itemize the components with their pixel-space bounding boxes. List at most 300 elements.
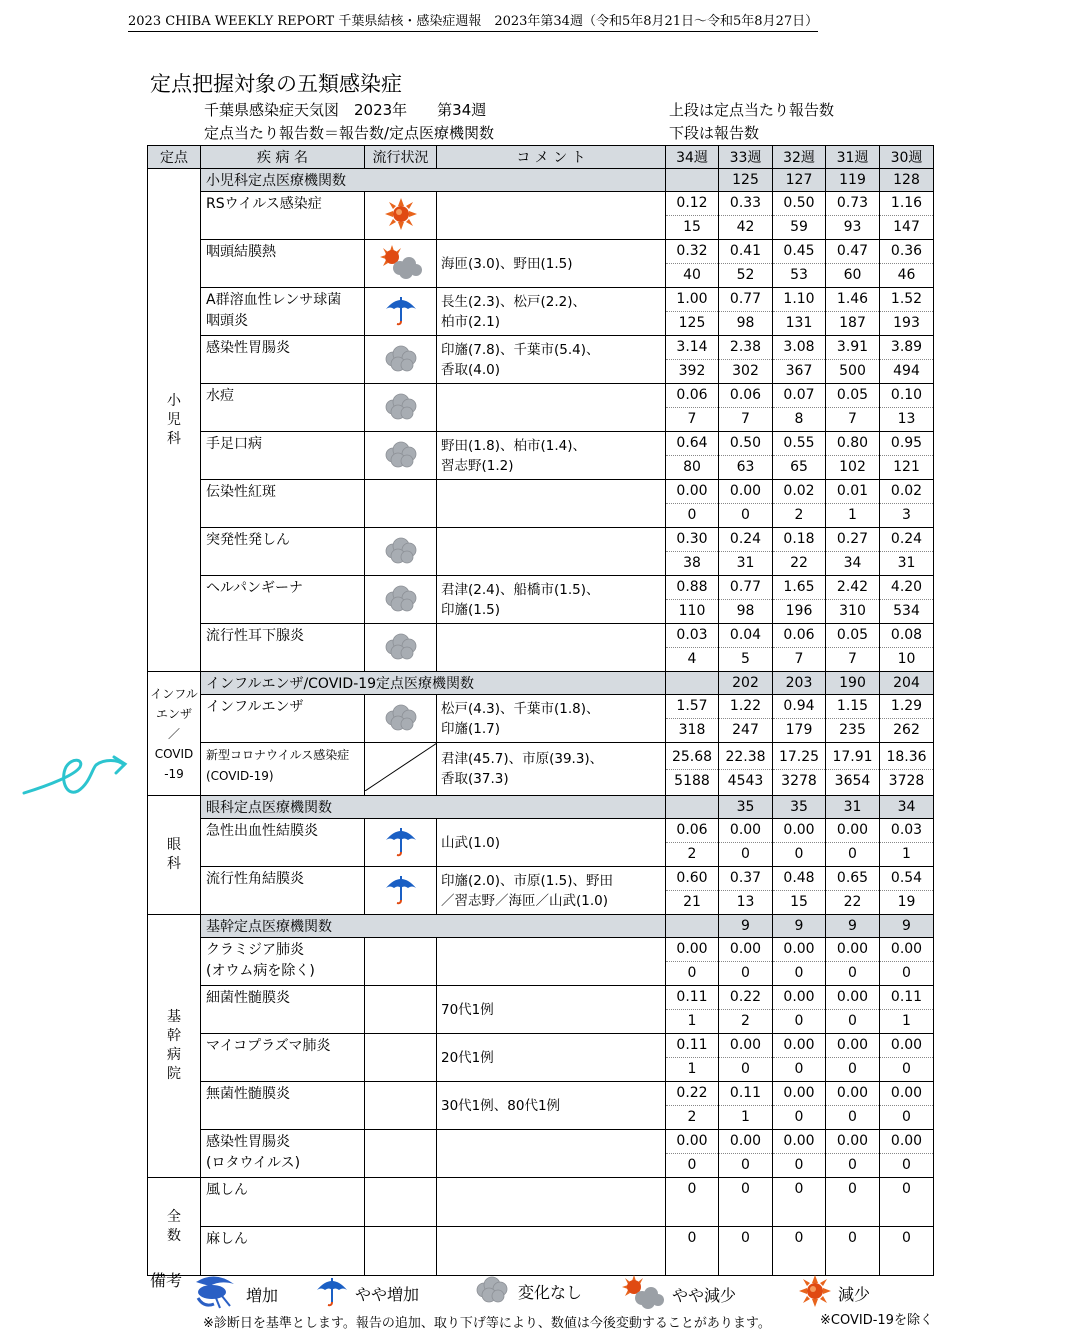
section-count: 9 bbox=[826, 915, 880, 938]
count-value: 60 bbox=[843, 267, 862, 283]
week-value-cell bbox=[719, 528, 773, 576]
rate-value: 0 bbox=[902, 1181, 911, 1197]
rate-value: 0.00 bbox=[826, 986, 879, 1010]
col-header: 34週 bbox=[666, 146, 719, 169]
rate-value: 1.15 bbox=[826, 695, 879, 719]
subtitle-line1: 千葉県感染症天気図 2023年 第34週 bbox=[204, 101, 487, 119]
rate-value: 0.32 bbox=[666, 240, 718, 264]
status-cell bbox=[365, 1082, 437, 1130]
week-value-cell bbox=[719, 192, 773, 240]
week-value-cell bbox=[826, 1082, 880, 1130]
count-value: 13 bbox=[736, 894, 755, 910]
week-value-cell bbox=[880, 695, 934, 743]
comment-line1: 君津(45.7)、市原(39.3)、 bbox=[441, 751, 604, 767]
count-value: 13 bbox=[897, 411, 916, 427]
rate-value: 0.36 bbox=[880, 240, 933, 264]
comment-cell bbox=[437, 528, 666, 576]
rate-value: 0.30 bbox=[666, 528, 718, 552]
rate-value: 1.57 bbox=[666, 695, 718, 719]
week-value-cell bbox=[666, 624, 719, 672]
report-header: 2023 CHIBA WEEKLY REPORT 千葉県結核・感染症週報 2023年第34週（令和5年8月21日～令和5年8月27日） bbox=[128, 10, 818, 32]
week-value-cell bbox=[773, 288, 826, 336]
rate-value: 1.29 bbox=[880, 695, 933, 719]
section-count: 34 bbox=[880, 796, 934, 819]
count-value: 93 bbox=[843, 219, 862, 235]
rate-value: 0.37 bbox=[719, 867, 772, 891]
week-value-cell bbox=[826, 1130, 880, 1178]
week-value-cell bbox=[719, 819, 773, 867]
comment-cell bbox=[437, 336, 666, 384]
rate-value: 0 bbox=[687, 1230, 697, 1246]
disease-name-line2: (COVID-19) bbox=[206, 769, 274, 783]
rate-value: 0.00 bbox=[666, 1130, 718, 1154]
week-value-cell bbox=[773, 743, 826, 796]
disease-name-line1: 無菌性髄膜炎 bbox=[206, 1086, 290, 1102]
week-value-cell bbox=[666, 576, 719, 624]
rate-value: 0.00 bbox=[719, 1034, 772, 1058]
week-value-cell bbox=[826, 336, 880, 384]
count-value: 179 bbox=[785, 722, 813, 738]
disease-name bbox=[201, 336, 365, 384]
disease-name bbox=[201, 867, 365, 915]
footnote-covid: ※COVID-19を除く bbox=[820, 1313, 933, 1328]
sun-icon bbox=[384, 219, 418, 235]
status-cell bbox=[365, 743, 437, 796]
count-value: 38 bbox=[683, 555, 701, 571]
disease-name bbox=[201, 1130, 365, 1178]
week-value-cell bbox=[880, 1130, 934, 1178]
rate-value: 0.41 bbox=[719, 240, 772, 264]
rate-value: 3.91 bbox=[826, 336, 879, 360]
comment-cell bbox=[437, 1034, 666, 1082]
legend-item bbox=[315, 1274, 419, 1312]
rate-value: 4.20 bbox=[880, 576, 933, 600]
week-value-cell bbox=[666, 743, 719, 796]
status-cell bbox=[365, 938, 437, 986]
count-value: 0 bbox=[741, 507, 750, 523]
count-value: 367 bbox=[785, 363, 813, 379]
count-value: 494 bbox=[893, 363, 920, 379]
rate-value: 0.00 bbox=[880, 1082, 933, 1106]
rate-value: 0.54 bbox=[880, 867, 933, 891]
rate-value: 17.91 bbox=[826, 746, 879, 770]
disease-name-line1: 咽頭結膜熱 bbox=[206, 244, 276, 260]
week-value-cell bbox=[880, 743, 934, 796]
comment-line2: 香取(4.0) bbox=[441, 361, 501, 378]
disease-row bbox=[148, 743, 934, 796]
week-value-cell bbox=[666, 1082, 719, 1130]
surveillance-table bbox=[147, 145, 934, 1276]
disease-row bbox=[148, 576, 934, 624]
count-value: 0 bbox=[687, 1157, 697, 1173]
status-cell bbox=[365, 432, 437, 480]
disease-name bbox=[201, 240, 365, 288]
umbrella-icon bbox=[384, 315, 418, 331]
rate-value: 0 bbox=[794, 1181, 804, 1197]
count-value: 0 bbox=[848, 1013, 857, 1029]
comment-line1: 海匝(3.0)、野田(1.5) bbox=[441, 255, 573, 272]
comment-line1: 70代1例 bbox=[441, 1001, 494, 1018]
disease-row bbox=[148, 384, 934, 432]
section-count: 127 bbox=[773, 169, 826, 192]
count-value: 0 bbox=[848, 965, 857, 981]
week-value-cell bbox=[773, 867, 826, 915]
rate-value: 0.88 bbox=[666, 576, 718, 600]
rate-value: 0.00 bbox=[666, 938, 718, 962]
umbrella-icon bbox=[315, 1274, 349, 1312]
week-value-cell bbox=[773, 819, 826, 867]
rate-value: 0.00 bbox=[880, 938, 933, 962]
status-cell bbox=[365, 480, 437, 528]
comment-cell bbox=[437, 695, 666, 743]
count-value: 500 bbox=[839, 363, 866, 379]
count-value: 0 bbox=[687, 507, 697, 523]
rate-value: 0.00 bbox=[880, 1130, 933, 1154]
disease-row bbox=[148, 1130, 934, 1178]
rate-value: 0.00 bbox=[773, 1034, 825, 1058]
rate-value: 0.00 bbox=[719, 1130, 772, 1154]
count-value: 0 bbox=[848, 1061, 857, 1077]
count-value: 0 bbox=[848, 846, 857, 862]
disease-row bbox=[148, 986, 934, 1034]
comment-cell bbox=[437, 938, 666, 986]
rate-value: 0.27 bbox=[826, 528, 879, 552]
count-value: 121 bbox=[893, 459, 920, 475]
comment-cell bbox=[437, 384, 666, 432]
count-value: 1 bbox=[902, 1013, 911, 1029]
count-value: 0 bbox=[741, 846, 750, 862]
week-value-cell bbox=[666, 695, 719, 743]
section-count: 35 bbox=[773, 796, 826, 819]
disease-name bbox=[201, 1034, 365, 1082]
week-value-cell bbox=[773, 1034, 826, 1082]
rate-value: 1.65 bbox=[773, 576, 825, 600]
week-value-cell bbox=[773, 1082, 826, 1130]
rate-value: 0.00 bbox=[719, 480, 772, 504]
week-value-cell bbox=[719, 336, 773, 384]
rate-value: 0.00 bbox=[719, 938, 772, 962]
section-row bbox=[148, 672, 934, 695]
week-value-cell bbox=[826, 819, 880, 867]
count-value: 0 bbox=[794, 1013, 804, 1029]
count-value: 3278 bbox=[781, 772, 817, 789]
comment-cell bbox=[437, 576, 666, 624]
comment-line1: 君津(2.4)、船橋市(1.5)、 bbox=[441, 581, 600, 598]
count-value: 0 bbox=[902, 1109, 911, 1125]
section-blank bbox=[666, 915, 719, 938]
disease-row bbox=[148, 432, 934, 480]
legend-text: 増加 bbox=[246, 1285, 279, 1305]
count-value: 247 bbox=[732, 722, 759, 738]
count-value: 15 bbox=[683, 219, 701, 235]
rate-value: 0.00 bbox=[773, 986, 825, 1010]
week-value-cell bbox=[826, 240, 880, 288]
count-value: 0 bbox=[687, 965, 697, 981]
section-count: 31 bbox=[826, 796, 880, 819]
rate-value: 0.50 bbox=[773, 192, 825, 216]
week-value-cell bbox=[880, 432, 934, 480]
legend bbox=[150, 1268, 1050, 1308]
count-value: 2 bbox=[687, 846, 697, 862]
section-count: 125 bbox=[719, 169, 773, 192]
rate-value: 0.60 bbox=[666, 867, 718, 891]
rate-value: 0.00 bbox=[826, 1034, 879, 1058]
disease-name-line1: マイコプラズマ肺炎 bbox=[206, 1038, 331, 1054]
week-value-cell bbox=[719, 480, 773, 528]
count-value: 1 bbox=[902, 846, 911, 862]
week-value-cell bbox=[773, 528, 826, 576]
count-value: 187 bbox=[839, 315, 866, 331]
count-value: 125 bbox=[678, 315, 706, 331]
umbrella-icon bbox=[384, 846, 418, 862]
count-value: 193 bbox=[893, 315, 920, 331]
week-value-cell bbox=[666, 528, 719, 576]
week-value-cell bbox=[880, 986, 934, 1034]
comment-cell bbox=[437, 288, 666, 336]
legend-text: やや減少 bbox=[672, 1285, 737, 1305]
count-value: 302 bbox=[732, 363, 759, 379]
count-value: 262 bbox=[893, 722, 920, 738]
week-value-cell bbox=[666, 432, 719, 480]
comment-cell bbox=[437, 1082, 666, 1130]
disease-name-line1: 感染性胃腸炎 bbox=[206, 1134, 290, 1150]
rate-value: 0 bbox=[848, 1230, 857, 1246]
count-value: 98 bbox=[736, 603, 755, 619]
week-value-cell bbox=[826, 695, 880, 743]
rate-value: 25.68 bbox=[666, 746, 718, 770]
status-cell bbox=[365, 528, 437, 576]
disease-row bbox=[148, 336, 934, 384]
status-cell bbox=[365, 986, 437, 1034]
week-value-cell bbox=[719, 695, 773, 743]
count-value: 110 bbox=[678, 603, 706, 619]
cloud-icon bbox=[381, 720, 421, 736]
week-value-cell bbox=[880, 576, 934, 624]
count-value: 63 bbox=[736, 459, 755, 475]
count-value: 1 bbox=[687, 1013, 697, 1029]
rate-value: 2.38 bbox=[719, 336, 772, 360]
comment-line1: 松戸(4.3)、千葉市(1.8)、 bbox=[441, 700, 600, 717]
cloud-icon bbox=[381, 457, 421, 473]
disease-row bbox=[148, 1178, 934, 1227]
count-value: 10 bbox=[897, 651, 916, 667]
week-value-cell bbox=[826, 624, 880, 672]
count-value: 52 bbox=[736, 267, 755, 283]
disease-row bbox=[148, 624, 934, 672]
category-label: 全 数 bbox=[167, 1208, 181, 1244]
status-cell bbox=[365, 1178, 437, 1227]
week-value-cell bbox=[880, 1082, 934, 1130]
cloud-icon bbox=[381, 409, 421, 425]
disease-row bbox=[148, 819, 934, 867]
count-value: 22 bbox=[790, 555, 808, 571]
section-count: 202 bbox=[719, 672, 773, 695]
count-value: 7 bbox=[848, 411, 857, 427]
rate-value: 1.16 bbox=[880, 192, 933, 216]
section-count: 9 bbox=[719, 915, 773, 938]
section-row bbox=[148, 169, 934, 192]
week-value-cell bbox=[719, 1034, 773, 1082]
week-value-cell bbox=[666, 1034, 719, 1082]
rate-value: 0.02 bbox=[880, 480, 933, 504]
count-value: 0 bbox=[794, 1157, 804, 1173]
rate-value: 0.12 bbox=[666, 192, 718, 216]
count-value: 131 bbox=[785, 315, 813, 331]
count-value: 196 bbox=[785, 603, 813, 619]
week-value-cell bbox=[773, 480, 826, 528]
rate-value: 0.22 bbox=[666, 1082, 718, 1106]
week-value-cell bbox=[666, 384, 719, 432]
category-cell bbox=[148, 1178, 201, 1276]
disease-name bbox=[201, 432, 365, 480]
umbrella-icon bbox=[384, 894, 418, 910]
week-value-cell bbox=[666, 240, 719, 288]
col-header: コ メ ン ト bbox=[437, 146, 666, 169]
week-value-cell bbox=[826, 986, 880, 1034]
count-value: 0 bbox=[794, 965, 804, 981]
week-value-cell bbox=[880, 938, 934, 986]
status-cell bbox=[365, 1130, 437, 1178]
week-value-cell bbox=[666, 1130, 719, 1178]
week-value-cell bbox=[719, 624, 773, 672]
section-count: 9 bbox=[773, 915, 826, 938]
count-value: 46 bbox=[897, 267, 916, 283]
count-value: 2 bbox=[687, 1109, 697, 1125]
count-value: 19 bbox=[897, 894, 916, 910]
disease-name bbox=[201, 528, 365, 576]
count-value: 31 bbox=[736, 555, 755, 571]
section-row bbox=[148, 796, 934, 819]
legend-text: やや増加 bbox=[355, 1284, 420, 1304]
rate-value: 1.22 bbox=[719, 695, 772, 719]
cloud-icon bbox=[381, 361, 421, 377]
comment-line2: 香取(37.3) bbox=[441, 771, 509, 787]
disease-row bbox=[148, 938, 934, 986]
comment-line1: 30代1例、80代1例 bbox=[441, 1097, 561, 1114]
rate-value: 0 bbox=[902, 1230, 911, 1246]
sun-icon bbox=[798, 1274, 832, 1312]
legend-item bbox=[798, 1274, 870, 1312]
week-value-cell bbox=[826, 384, 880, 432]
rate-value: 0.24 bbox=[719, 528, 772, 552]
category-label: 基 幹 病 院 bbox=[167, 1009, 181, 1082]
week-value-cell bbox=[773, 986, 826, 1034]
rate-value: 22.38 bbox=[719, 746, 772, 770]
section-name: インフルエンザ/COVID-19定点医療機関数 bbox=[201, 672, 666, 695]
rate-value: 0.77 bbox=[719, 288, 772, 312]
rate-value: 0.06 bbox=[666, 819, 718, 843]
count-value: 235 bbox=[839, 722, 866, 738]
comment-line1: 山武(1.0) bbox=[441, 834, 501, 851]
week-value-cell bbox=[666, 480, 719, 528]
week-value-cell bbox=[880, 624, 934, 672]
rate-value: 0.80 bbox=[826, 432, 879, 456]
slash-mark bbox=[365, 743, 437, 791]
section-count: 128 bbox=[880, 169, 934, 192]
week-value-cell bbox=[826, 288, 880, 336]
count-value: 147 bbox=[893, 219, 920, 235]
col-header: 33週 bbox=[719, 146, 773, 169]
count-value: 0 bbox=[741, 1061, 750, 1077]
disease-row bbox=[148, 695, 934, 743]
disease-name-line2: (オウム病を除く) bbox=[206, 963, 315, 979]
rate-value: 0.00 bbox=[826, 1082, 879, 1106]
rate-value: 0.00 bbox=[826, 938, 879, 962]
rate-value: 0 bbox=[741, 1181, 750, 1197]
rate-value: 0.06 bbox=[666, 384, 718, 408]
disease-row bbox=[148, 240, 934, 288]
status-cell bbox=[365, 576, 437, 624]
category-cell bbox=[148, 796, 201, 915]
week-value-cell bbox=[666, 1178, 719, 1227]
disease-name bbox=[201, 938, 365, 986]
count-value: 8 bbox=[794, 411, 804, 427]
disease-row bbox=[148, 288, 934, 336]
rate-value: 0.95 bbox=[880, 432, 933, 456]
handwritten-arrow-scribble bbox=[20, 745, 135, 805]
rate-value: 0.11 bbox=[666, 1034, 718, 1058]
rate-value: 0 bbox=[848, 1181, 857, 1197]
rate-value: 0.45 bbox=[773, 240, 825, 264]
rate-value: 0.55 bbox=[773, 432, 825, 456]
comment-cell bbox=[437, 192, 666, 240]
count-value: 0 bbox=[741, 965, 750, 981]
rate-value: 0.77 bbox=[719, 576, 772, 600]
week-value-cell bbox=[773, 384, 826, 432]
disease-name-line1: 手足口病 bbox=[206, 436, 262, 452]
status-cell bbox=[365, 624, 437, 672]
count-value: 392 bbox=[678, 363, 706, 379]
disease-name-line1: インフルエンザ bbox=[206, 699, 304, 715]
disease-name bbox=[201, 192, 365, 240]
week-value-cell bbox=[773, 240, 826, 288]
week-value-cell bbox=[719, 384, 773, 432]
sun-cloud-icon bbox=[378, 268, 424, 284]
disease-name-line1: RSウイルス感染症 bbox=[206, 196, 322, 212]
section-count: 204 bbox=[880, 672, 934, 695]
count-value: 7 bbox=[794, 651, 804, 667]
header-row bbox=[148, 146, 934, 169]
rate-value: 0.73 bbox=[826, 192, 879, 216]
count-value: 3654 bbox=[834, 772, 871, 789]
week-value-cell bbox=[880, 1178, 934, 1227]
count-value: 98 bbox=[736, 315, 755, 331]
week-value-cell bbox=[826, 1034, 880, 1082]
week-value-cell bbox=[719, 432, 773, 480]
status-cell bbox=[365, 240, 437, 288]
col-header: 定点 bbox=[148, 146, 201, 169]
rate-value: 3.89 bbox=[880, 336, 933, 360]
disease-name bbox=[201, 288, 365, 336]
rate-value: 17.25 bbox=[773, 746, 825, 770]
comment-line2: ／習志野／海匝／山武(1.0) bbox=[441, 892, 609, 909]
rate-value: 1.46 bbox=[826, 288, 879, 312]
rate-value: 0.05 bbox=[826, 384, 879, 408]
comment-line1: 20代1例 bbox=[441, 1049, 494, 1066]
week-value-cell bbox=[719, 743, 773, 796]
week-value-cell bbox=[719, 288, 773, 336]
disease-row bbox=[148, 1034, 934, 1082]
section-count: 119 bbox=[826, 169, 880, 192]
rate-value: 0.64 bbox=[666, 432, 718, 456]
disease-row bbox=[148, 867, 934, 915]
count-value: 7 bbox=[741, 411, 750, 427]
week-value-cell bbox=[880, 1034, 934, 1082]
rate-value: 0.02 bbox=[773, 480, 825, 504]
count-value: 80 bbox=[683, 459, 701, 475]
rate-value: 0.00 bbox=[826, 819, 879, 843]
rate-value: 0.47 bbox=[826, 240, 879, 264]
